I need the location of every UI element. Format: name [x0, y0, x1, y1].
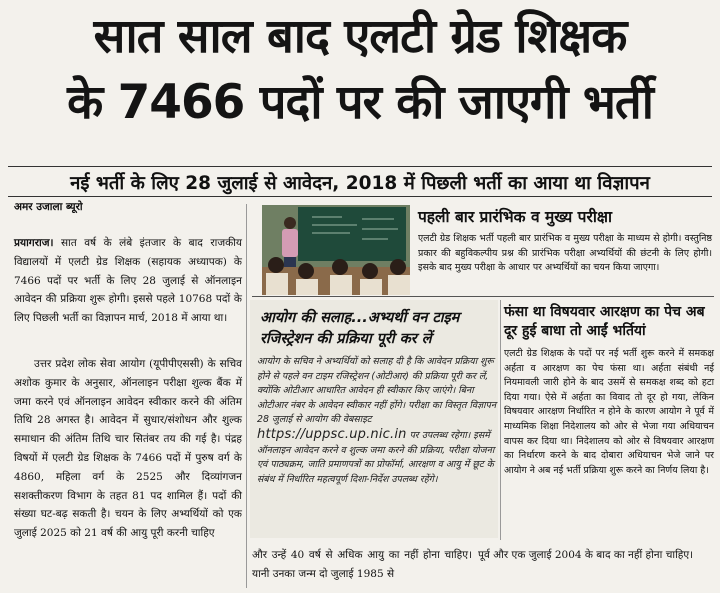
box-prelims-body: एलटी ग्रेड शिक्षक भर्ती पहली बार प्रारंभिक व मुख्य परीक्षा के माध्यम से होगी। वस्तुनिष्ठ प्रकार की बहुविकल्पीय प्रश्न की प्रारंभिक परीक्षा अभ्यर्थियों की छंटनी के लिए होगी। इसके बाद मुख्य परीक्षा के आधार पर अभ्यर्थियों का चयन किया जाएगा। — [418, 233, 712, 274]
advice-body-part-2: पर उपलब्ध रहेगा। इसमें ऑनलाइन आवेदन करने व शुल्क जमा करने की प्रक्रिया, परीक्षा योजना एवं पाठ्यक्रम, जाति प्रमाणपत्रों का प्रोफॉर्मा, आरक्षण व आयु में छूट के संबंध में निर्धारित महत्वपूर्ण दिशा-निर्देश उपलब्ध रहेंगे। — [257, 429, 495, 485]
box-reservation-body: एलटी ग्रेड शिक्षक के पदों पर नई भर्ती शुरू करने में समकक्ष अर्हता व आरक्षण का पेच फंसा था। अर्हता संबंधी नई नियमावली जारी होने के बाद उसमें से समकक्ष शब्द को हटा दिया गया। ऐसे में अर्हता का विवाद तो दूर हो गया, लेकिन विषयवार आरक्षण निर्धारित न होने के कारण आयोग ने पूर्व में माध्यमिक शिक्षा निदेशालय को ओर से भेजा गया अधियाचन वापस कर दिया था। निदेशालय को ओर से विषयवार आरक्षण का निर्धारण करने के बाद दोबारा अधियाचन भेजे जाने पर आयोग ने अब नई भर्ती प्रक्रिया शुरू करने का निर्णय लिया है। — [504, 348, 714, 476]
rule-box-divider — [252, 296, 714, 297]
box-reservation-title: फंसा था विषयवार आरक्षण का पेच अब दूर हुई बाधा तो आईं भर्तियां — [504, 304, 705, 339]
headline-line-2: के 7466 पदों पर की जाएगी भर्ती — [67, 75, 653, 130]
story-para-1 — [14, 234, 242, 328]
advice-body-part-1: आयोग के सचिव ने अभ्यर्थियों को सलाह दी है कि आवेदन प्रक्रिया शुरू होने से पहले वन टाइम रजिस्ट्रेशन (ओटीआर) की प्रक्रिया पूरी कर लें, क्योंकि ओटीआर आधारित आवेदन ही स्वीकार किए जाएंगे। बिना ओटीआर नंबर के आवेदन स्वीकार नहीं होंगे। परीक्षा का विस्तृत विज्ञापन 28 जुलाई से आयोग की वेबसाइट — [257, 356, 497, 426]
advice-box-title: आयोग की सलाह...अभ्यर्थी वन टाइम रजिस्ट्रेशन की प्रक्रिया पूरी कर लें — [260, 310, 460, 347]
box-prelims-title: पहली बार प्रारंभिक व मुख्य परीक्षा — [418, 208, 612, 226]
headline-line-1: सात साल बाद एलटी ग्रेड शिक्षक — [93, 9, 627, 64]
story-para-1-text: सात वर्ष के लंबे इंतजार के बाद राजकीय विद्यालयों में एलटी ग्रेड शिक्षक (सहायक अध्यापक) के 7466 पदों पर भर्ती के लिए 28 जुलाई से ऑनलाइन आवेदन की प्रक्रिया शुरू होगी। इससे पहले 10768 पदों के लिए पिछली भर्ती का विज्ञापन मार्च, 2018 में आया था। — [14, 237, 243, 325]
column-2-continuation: और उन्हें 40 वर्ष से अधिक आयु का नहीं होना चाहिए। यानी उनका जन्म दो जुलाई 1985 से — [252, 549, 472, 580]
classroom-illustration — [262, 205, 410, 295]
column-3-continuation: पूर्व और एक जुलाई 2004 के बाद का नहीं होना चाहिए। — [478, 549, 694, 561]
dateline: प्रयागराज। — [14, 237, 54, 249]
advice-box-body — [257, 355, 497, 487]
classroom-photo — [262, 205, 410, 295]
column-divider-1 — [246, 204, 247, 588]
column-divider-2 — [500, 300, 501, 540]
subheadline: नई भर्ती के लिए 28 जुलाई से आवेदन, 2018 में पिछली भर्ती का आया था विज्ञापन — [70, 173, 650, 194]
uppsc-website-link[interactable]: https://uppsc.up.nic.in — [257, 426, 407, 442]
rule-top — [8, 166, 712, 167]
story-para-2: उत्तर प्रदेश लोक सेवा आयोग (यूपीपीएससी) के सचिव अशोक कुमार के अनुसार, ऑनलाइन परीक्षा शुल्क बैंक में जमा करने एवं ऑनलाइन आवेदन स्वीकार करने की अंतिम तिथि 28 अगस्त है। आवेदन में सुधार/संशोधन और शुल्क समाधान की अंतिम तिथि चार सितंबर तय की गई है। पंद्रह विषयों में एलटी ग्रेड शिक्षक के 7466 पदों में पुरुष वर्ग के 4860, महिला वर्ग के 2525 और दिव्यांगजन सशक्तीकरण विभाग के तहत 81 पद शामिल हैं। पदों की संख्या घट-बढ़ सकती है। चयन के लिए अभ्यर्थियों को एक जुलाई 2025 को 21 वर्ष की आयु पूरी करनी चाहिए — [14, 358, 242, 540]
rule-bottom — [8, 196, 712, 197]
byline: अमर उजाला ब्यूरो — [14, 201, 83, 213]
